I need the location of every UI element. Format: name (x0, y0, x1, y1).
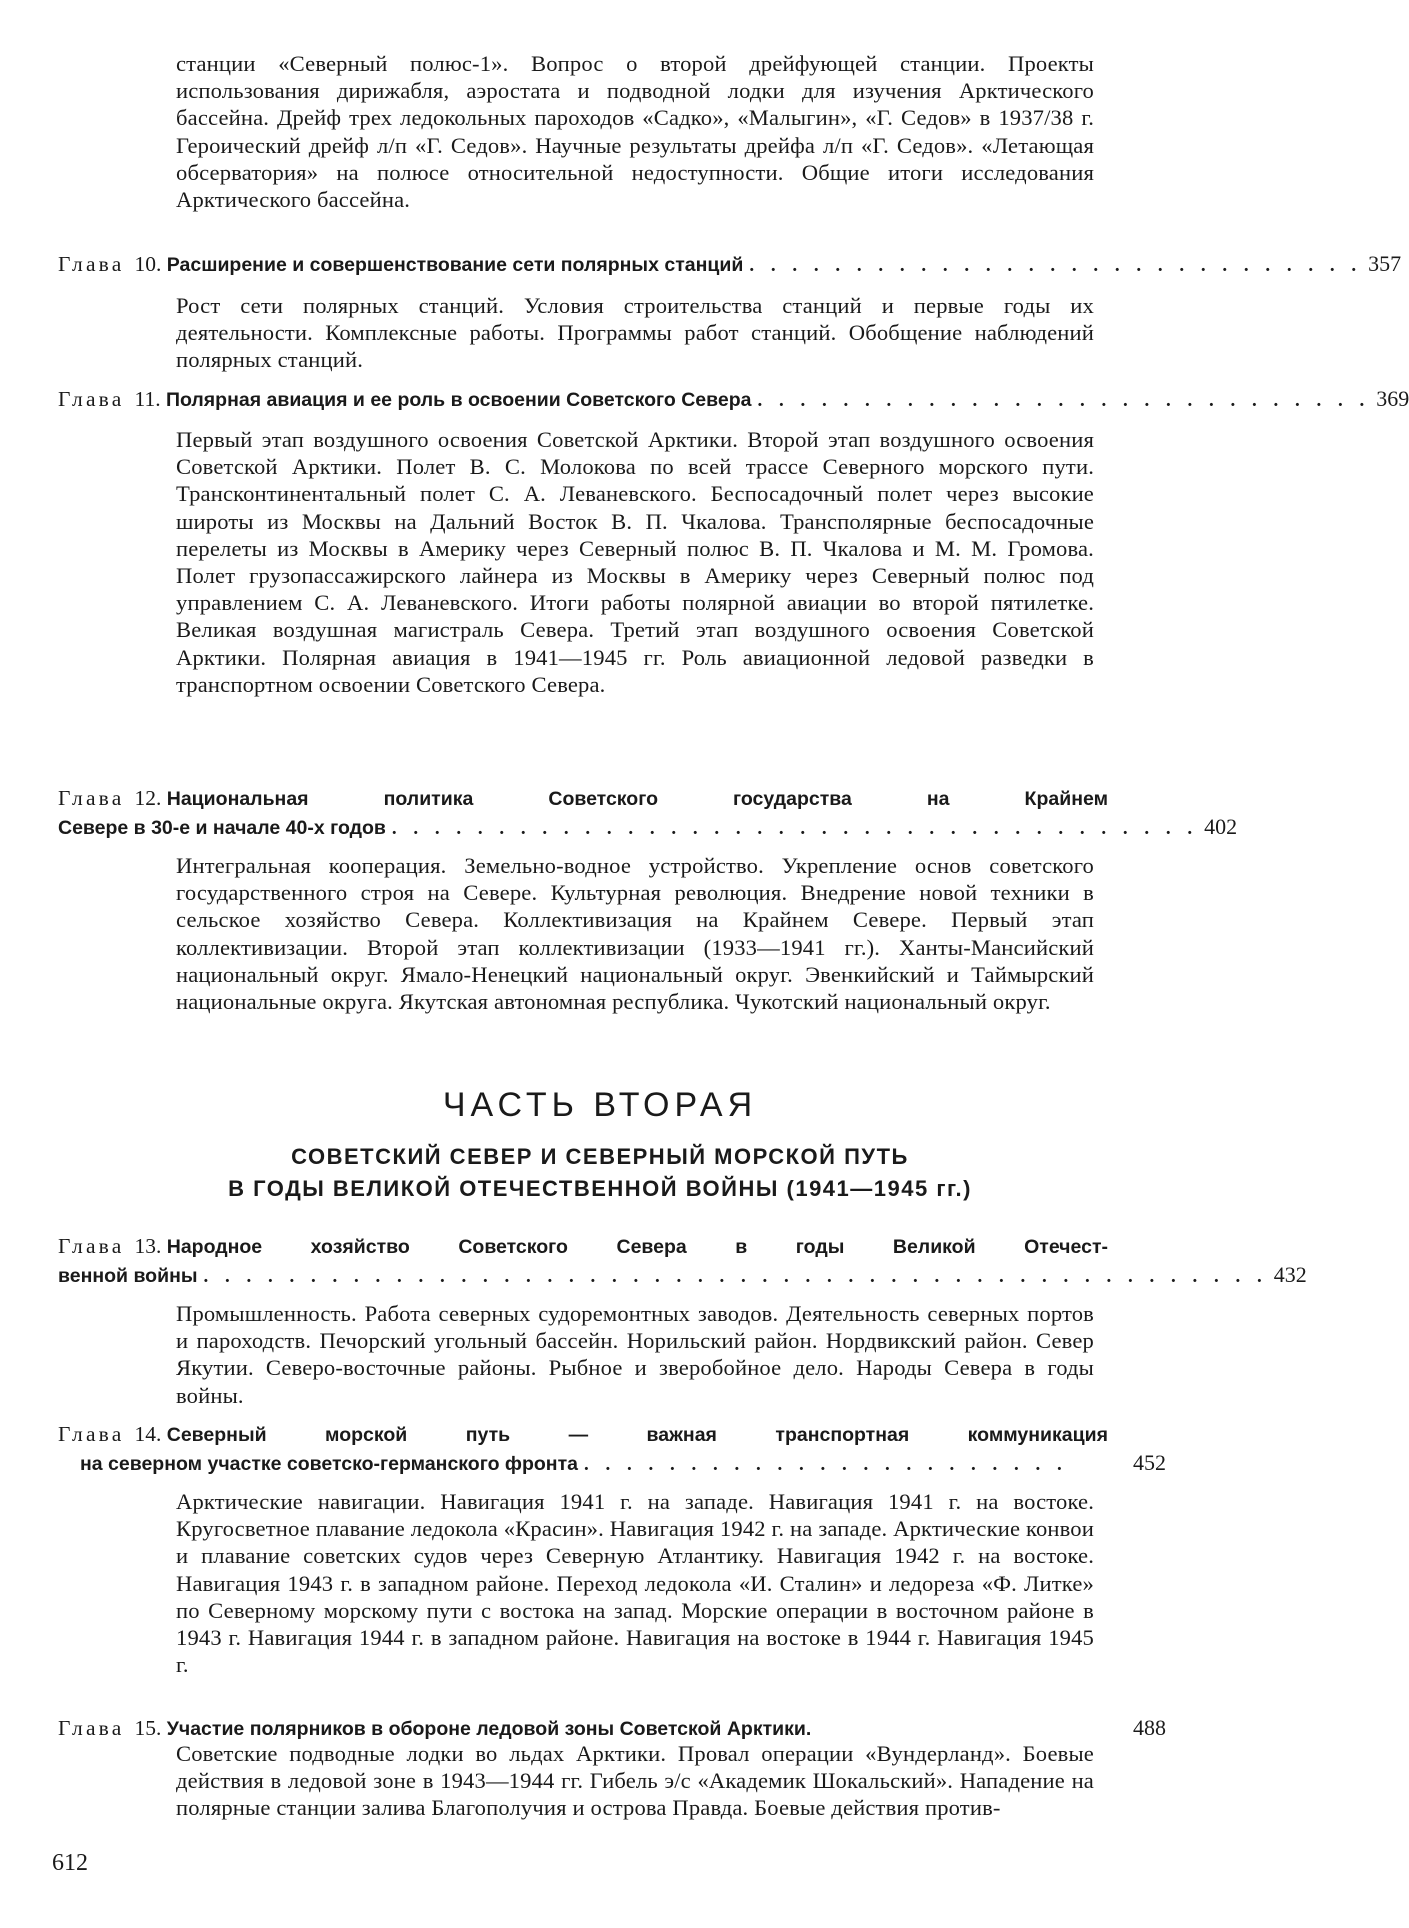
chapter-title: Полярная авиация и ее роль в освоении Советского Севера (166, 386, 752, 414)
part-heading: ЧАСТЬ ВТОРАЯ (0, 1086, 1200, 1125)
chapter-title: Участие полярников в обороне ледовой зоны Советской Арктики. (167, 1715, 812, 1743)
chapter-page: 432 (1274, 1261, 1307, 1289)
leader-dots: . . . . . . . . . . . . . . . . . . . . . . . . . . . . . . . . . . . . . . (392, 815, 1198, 843)
chapter-number: 13. (135, 1232, 162, 1260)
page-number: 612 (52, 1850, 88, 1877)
chapter-number: 15. (135, 1714, 162, 1742)
chapter-11-summary: Первый этап воздушного освоения Советской Арктики. Второй этап воздушного освоения Советской Арктики. Полет В. С. Молокова по всей трассе Северного морского пути. Трансконтинентальный полет С. А. Леваневского. Беспосадочный полет через высокие широты из Москвы на Дальний Восток В. П. Чкалова. Трансполярные беспосадочные перелеты из Москвы в Америку через Северный полюс В. П. Чкалова и М. М. Громова. Полет грузопассажирского лайнера из Москвы в Америку через Северный полюс под управлением С. А. Леваневского. Итоги работы полярной авиации во второй пятилетке. Великая воздушная магистраль Севера. Третий этап воздушного освоения Советской Арктики. Полярная авиация в 1941—1945 гг. Роль авиационной ледовой разведки в транспортном освоении Советского Севера. (176, 426, 1094, 698)
chapter-page: 452 (1114, 1449, 1166, 1477)
chapter-13-entry (58, 1232, 1166, 1291)
chapter-15-entry (58, 1714, 1166, 1743)
chapter-title-line2: на северном участке советско-германского фронта (80, 1450, 578, 1478)
chapter-label: Глава (58, 1714, 125, 1742)
chapter-14-summary: Арктические навигации. Навигация 1941 г. на западе. Навигация 1941 г. на востоке. Кругосветное плавание ледокола «Красин». Навигация 1942 г. на западе. Арктические конвои и плавание советских судов через Северную Атлантику. Навигация 1942 г. на востоке. Навигация 1943 г. в западном районе. Переход ледокола «И. Сталин» и ледореза «Ф. Литке» по Северному морскому пути с востока на запад. Морские операции в восточном районе в 1943 г. Навигация 1944 г. в западном районе. Навигация на востоке в 1944 г. Навигация 1945 г. (176, 1488, 1094, 1678)
chapter-number: 14. (135, 1420, 162, 1448)
leader-dots: . . . . . . . . . . . . . . . . . . . . . . . . . . . . . (749, 252, 1362, 280)
chapter-label: Глава (58, 1232, 125, 1260)
chapter-page: 488 (1114, 1714, 1166, 1742)
chapter-12-summary: Интегральная кооперация. Земельно-водное устройство. Укрепление основ советского государственного строя на Севере. Культурная революция. Внедрение новой техники в сельское хозяйство Севера. Коллективизация на Крайнем Севере. Первый этап коллективизации. Второй этап коллективизации (1933—1941 гг.). Ханты-Мансийский национальный округ. Ямало-Ненецкий национальный округ. Эвенкийский и Таймырский национальные округа. Якутская автономная республика. Чукотский национальный округ. (176, 852, 1094, 1015)
chapter-label: Глава (58, 250, 125, 278)
chapter-number: 10. (135, 250, 162, 278)
chapter-label: Глава (58, 385, 125, 413)
chapter-14-entry (58, 1420, 1166, 1479)
leader-dots: . . . . . . . . . . . . . . . . . . . . . . . (584, 1451, 1108, 1479)
chapter-10-entry (58, 250, 1166, 280)
chapter-title-line1: Национальная политика Советского государства на Крайнем (167, 785, 1108, 813)
chapter-title: Расширение и совершенствование сети полярных станций (167, 251, 744, 279)
part-subtitle-line2: В ГОДЫ ВЕЛИКОЙ ОТЕЧЕСТВЕННОЙ ВОЙНЫ (1941—1945 гг.) (0, 1176, 1200, 1202)
chapter-number: 12. (135, 784, 162, 812)
chapter-title-line1: Северный морской путь — важная транспортная коммуникация (167, 1421, 1108, 1449)
part-subtitle-line1: СОВЕТСКИЙ СЕВЕР И СЕВЕРНЫЙ МОРСКОЙ ПУТЬ (0, 1144, 1200, 1170)
intro-paragraph: станции «Северный полюс-1». Вопрос о второй дрейфующей станции. Проекты использования дирижабля, аэростата и подводной лодки для изучения Арктического бассейна. Дрейф трех ледокольных пароходов «Садко», «Малыгин», «Г. Седов» в 1937/38 г. Героический дрейф л/п «Г. Седов». Научные результаты дрейфа л/п «Г. Седов». «Летающая обсерватория» на полюсе относительной недоступности. Общие итоги исследования Арктического бассейна. (176, 50, 1094, 213)
chapter-11-entry (58, 385, 1166, 415)
chapter-label: Глава (58, 784, 125, 812)
chapter-number: 11. (135, 385, 161, 413)
chapter-label: Глава (58, 1420, 125, 1448)
chapter-title-line2: Севере в 30-е и начале 40-х годов (58, 814, 386, 842)
chapter-12-entry (58, 784, 1166, 843)
chapter-page: 357 (1368, 250, 1401, 278)
leader-dots: . . . . . . . . . . . . . . . . . . . . . . . . . . . . . . . . . . . . . . . . . . . . . . . . . . (204, 1263, 1268, 1291)
chapter-page: 369 (1376, 385, 1409, 413)
chapter-title-line2: венной войны (58, 1262, 198, 1290)
toc-page (0, 0, 1200, 1928)
leader-dots: . . . . . . . . . . . . . . . . . . . . . . . . . . . . . (757, 387, 1370, 415)
chapter-13-summary: Промышленность. Работа северных судоремонтных заводов. Деятельность северных портов и пароходств. Печорский угольный бассейн. Норильский район. Нордвикский район. Север Якутии. Северо-восточные районы. Рыбное и зверобойное дело. Народы Севера в годы войны. (176, 1300, 1094, 1409)
chapter-10-summary: Рост сети полярных станций. Условия строительства станций и первые годы их деятельности. Комплексные работы. Программы работ станций. Обобщение наблюдений полярных станций. (176, 292, 1094, 374)
chapter-page: 402 (1204, 813, 1237, 841)
chapter-15-summary: Советские подводные лодки во льдах Арктики. Провал операции «Вундерланд». Боевые действия в ледовой зоне в 1943—1944 гг. Гибель э/с «Академик Шокальский». Нападение на полярные станции залива Благополучия и острова Правда. Боевые действия против- (176, 1740, 1094, 1822)
chapter-title-line1: Народное хозяйство Советского Севера в годы Великой Отечест- (167, 1233, 1108, 1261)
